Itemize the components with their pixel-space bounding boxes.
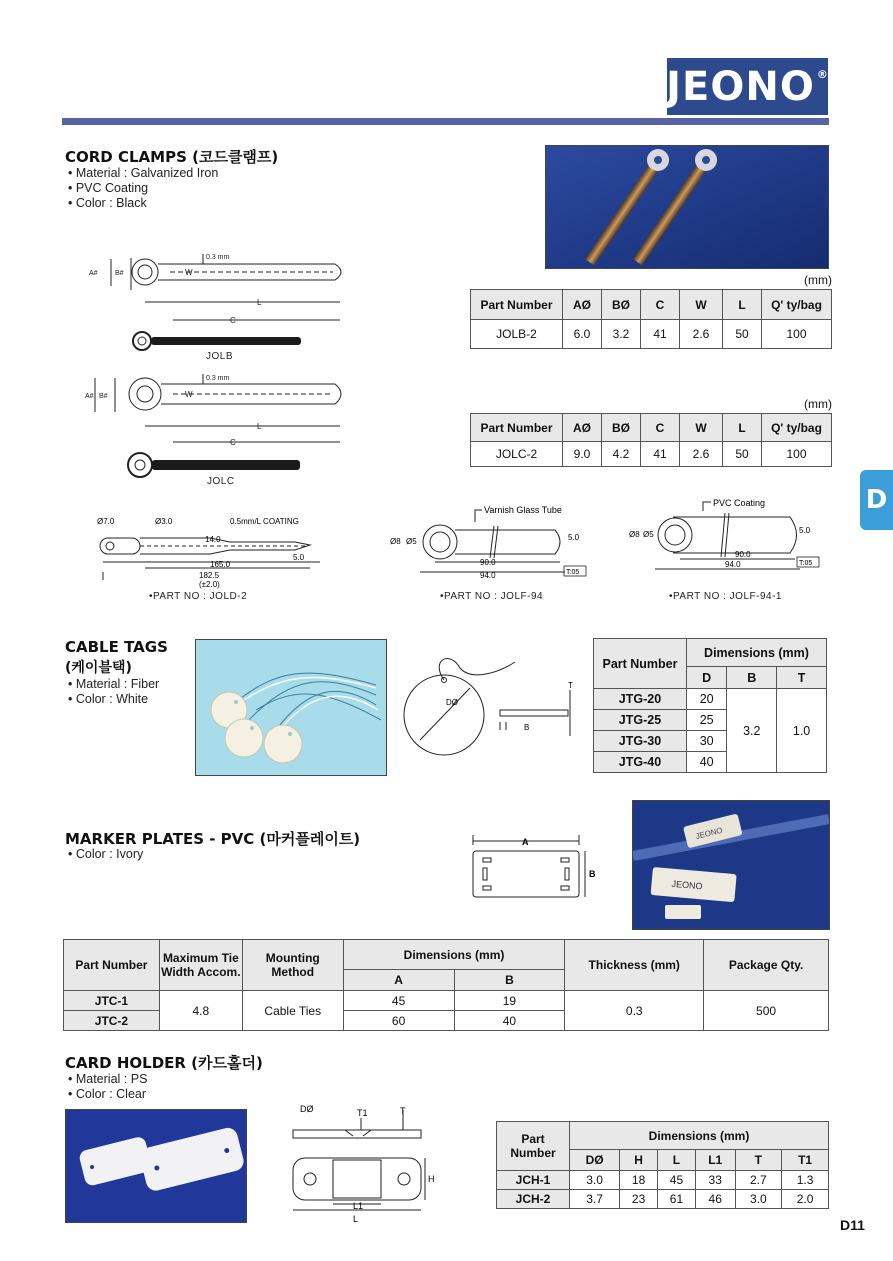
jolf94-len90: 90.0 [480,558,496,567]
jolb-unit: (mm) [804,273,832,287]
cell: JTG-20 [594,689,687,710]
col-l1: L1 [695,1150,735,1171]
cord-clamps-bullet: • Color : Black [68,196,147,210]
cell: 50 [723,442,762,467]
cell: 2.6 [680,442,723,467]
card-holder-bullet: • Material : PS [68,1072,148,1086]
cell: 40 [687,752,727,773]
col-t: T [777,667,827,689]
marker-plates-bullet: • Color : Ivory [68,847,144,861]
jolc-dim-03: 0.3 mm [206,375,230,382]
cell: 100 [762,320,832,349]
cell: 6.0 [563,320,602,349]
col-max-tie: Maximum Tie Width Accom. [159,940,242,991]
cell: 1.3 [782,1171,829,1190]
cell: JTC-2 [64,1011,160,1031]
header-divider [62,118,829,125]
section-tab-d[interactable]: D [860,470,893,530]
card-dim-h: H [428,1174,435,1184]
cable-tag-dim-b: B [524,723,530,732]
jolf941-d8: Ø8 [629,530,640,539]
jolf941-d5: Ø5 [643,530,654,539]
marker-plates-bullets [68,847,143,862]
cord-clamps-bullet: • Material : Galvanized Iron [68,166,219,180]
page-number: D11 [840,1217,865,1233]
jolc-dim-l: L [257,422,262,431]
cell: 41 [641,320,680,349]
col-b: BØ [602,290,641,320]
col-t1: T1 [782,1150,829,1171]
jolb-dim-c: C [230,316,236,325]
cell: 3.0 [570,1171,620,1190]
jold-d14: 14.0 [205,535,221,544]
jold-tol: (±2.0) [199,580,220,589]
col-part-number: Part Number [471,290,563,320]
marker-photo-label-2: JEONO [671,878,703,892]
col-dimensions: Dimensions (mm) [570,1122,829,1150]
jolb-dim-l: L [257,298,262,307]
cell: 9.0 [563,442,602,467]
cell: 18 [620,1171,658,1190]
col-dimensions: Dimensions (mm) [687,639,827,667]
card-holder-table [496,1121,829,1209]
cell-shared-b: 3.2 [727,689,777,773]
jolf941-len90: 90.0 [735,550,751,559]
marker-plates-title: MARKER PLATES - PVC (마커플레이트) [65,830,361,848]
cell: 19 [454,991,565,1011]
card-dim-t: T [400,1106,406,1116]
col-c: C [641,290,680,320]
jolb-dim-b: B# [115,270,124,277]
marker-dim-b: B [589,869,596,879]
card-holder-photo-art [66,1110,246,1222]
brand-logo [667,58,828,115]
card-dim-d: DØ [300,1104,314,1114]
cable-tag-dim-t: T [568,681,573,690]
cord-clamps-bullet: • PVC Coating [68,181,149,195]
col-h: H [620,1150,658,1171]
cell: 25 [687,710,727,731]
col-part-number: Part Number [497,1122,570,1171]
cable-tags-subtitle: (케이블택) [65,660,132,676]
cell: JOLC-2 [471,442,563,467]
cell: JTG-30 [594,731,687,752]
jolb-table [470,289,832,349]
card-dim-l: L [353,1214,359,1224]
cell: 33 [695,1171,735,1190]
jolc-dim-c: C [230,438,236,447]
marker-plates-photo-art [633,801,829,929]
col-b: B [454,970,565,991]
jolb-dim-w: W [185,268,193,277]
cell: 20 [687,689,727,710]
brand-name: JEONO [666,63,815,110]
jold-d1825: 182.5 [199,571,220,580]
cell: 3.0 [735,1190,782,1209]
jolc-dim-a: A# [85,393,94,400]
jolf94-part-no: •PART NO : JOLF-94 [440,591,544,602]
cable-tags-photo [195,639,387,776]
jolf941-pvc: PVC Coating [713,498,766,508]
cable-tag-drawing [400,650,585,765]
col-a: A [343,970,454,991]
col-qty: Q' ty/bag [762,290,832,320]
jolc-unit: (mm) [804,397,832,411]
jolf941-len94: 94.0 [725,560,741,569]
marker-plates-table [63,939,829,1031]
jolb-dim-a: A# [89,270,98,277]
jolf94-len94: 94.0 [480,571,496,580]
cell: 100 [762,442,832,467]
col-c: C [641,414,680,442]
table-row [64,991,829,1011]
cell: 60 [343,1011,454,1031]
col-l: L [723,414,762,442]
cable-tags-title: CABLE TAGS [65,638,168,656]
cell: 41 [641,442,680,467]
col-part-number: Part Number [64,940,160,991]
cell: 2.0 [782,1190,829,1209]
jold-d5: 5.0 [293,553,305,562]
cell: 30 [687,731,727,752]
jolf94-d8: Ø8 [390,537,401,546]
table-row [497,1190,829,1209]
card-dim-t1: T1 [357,1108,368,1118]
col-t: T [735,1150,782,1171]
jolf94-w5: 5.0 [568,533,580,542]
jolb-label: JOLB [206,351,234,362]
jold-coat: 0.5mm/L COATING [230,517,299,526]
marker-plates-photo [632,800,830,930]
col-a: AØ [563,414,602,442]
table-row [471,442,832,467]
cell-shared-max-tie: 4.8 [159,991,242,1031]
col-b: B [727,667,777,689]
card-holder-bullet: • Color : Clear [68,1087,147,1101]
col-thickness: Thickness (mm) [565,940,704,991]
cell-shared-mounting: Cable Ties [242,991,343,1031]
cell: JOLB-2 [471,320,563,349]
jolf94-thick: T:05 [566,569,580,576]
cord-clamps-title: CORD CLAMPS (코드클램프) [65,148,279,166]
cell: JCH-2 [497,1190,570,1209]
jolf941-part-no: •PART NO : JOLF-94-1 [669,591,782,602]
cell: 45 [343,991,454,1011]
jold-d3: Ø3.0 [155,517,173,526]
table-row [594,689,827,710]
table-row [471,320,832,349]
cell: 2.6 [680,320,723,349]
cell: 23 [620,1190,658,1209]
col-part-number: Part Number [471,414,563,442]
cable-tags-bullet: • Color : White [68,692,149,706]
cell: 2.7 [735,1171,782,1190]
cell-shared-thickness: 0.3 [565,991,704,1031]
col-b: BØ [602,414,641,442]
card-holder-bullets [68,1072,147,1102]
card-holder-photo [65,1109,247,1223]
col-package: Package Qty. [704,940,829,991]
jolf94-d5: Ø5 [406,537,417,546]
col-l: L [658,1150,696,1171]
col-l: L [723,290,762,320]
col-qty: Q' ty/bag [762,414,832,442]
cable-tags-photo-art [196,640,386,775]
cell-shared-t: 1.0 [777,689,827,773]
cell: JTG-25 [594,710,687,731]
cable-tags-table [593,638,827,773]
jolf941-thick: T:05 [799,560,813,567]
jolc-label: JOLC [207,476,235,487]
jolc-drawing [85,370,355,482]
cell-shared-package: 500 [704,991,829,1031]
jolf94-drawing [390,500,595,585]
jold-drawing [95,512,335,592]
cell: JCH-1 [497,1171,570,1190]
card-holder-drawing [285,1100,445,1225]
cell: 3.2 [602,320,641,349]
col-w: W [680,290,723,320]
jolb-drawing [85,250,355,362]
marker-photo-label-1: JEONO [694,825,724,842]
jolc-table [470,413,832,467]
cable-tag-dim-d: DØ [446,698,458,707]
registered-mark: ® [816,68,829,81]
jolf941-drawing [625,495,825,580]
jolc-dim-w: W [185,390,193,399]
cell: 4.2 [602,442,641,467]
jolf94-varnish: Varnish Glass Tube [484,505,562,515]
jold-part-no: •PART NO : JOLD-2 [149,591,248,602]
cord-clamp-photo [545,145,829,269]
cell: 3.7 [570,1190,620,1209]
cell: JTG-40 [594,752,687,773]
jolc-dim-b: B# [99,393,108,400]
jolb-dim-03: 0.3 mm [206,254,230,261]
col-part-number: Part Number [594,639,687,689]
cell: 50 [723,320,762,349]
cable-tags-bullet: • Material : Fiber [68,677,160,691]
card-holder-title: CARD HOLDER (카드홀더) [65,1054,263,1072]
col-d: DØ [570,1150,620,1171]
cell: 46 [695,1190,735,1209]
col-d: D [687,667,727,689]
cell: JTC-1 [64,991,160,1011]
cord-clamps-bullets [68,166,218,211]
col-mounting: Mounting Method [242,940,343,991]
col-w: W [680,414,723,442]
card-dim-l1: L1 [353,1201,364,1211]
cell: 61 [658,1190,696,1209]
col-dimensions: Dimensions (mm) [343,940,565,970]
jold-d165: 165.0 [210,560,231,569]
cable-tags-bullets [68,677,159,707]
table-row [497,1171,829,1190]
jold-d7: Ø7.0 [97,517,115,526]
col-a: AØ [563,290,602,320]
marker-dim-a: A [522,837,529,847]
cell: 40 [454,1011,565,1031]
cord-clamp-photo-art [546,146,828,268]
cell: 45 [658,1171,696,1190]
marker-plate-drawing [465,833,605,903]
jolf941-w5: 5.0 [799,526,811,535]
